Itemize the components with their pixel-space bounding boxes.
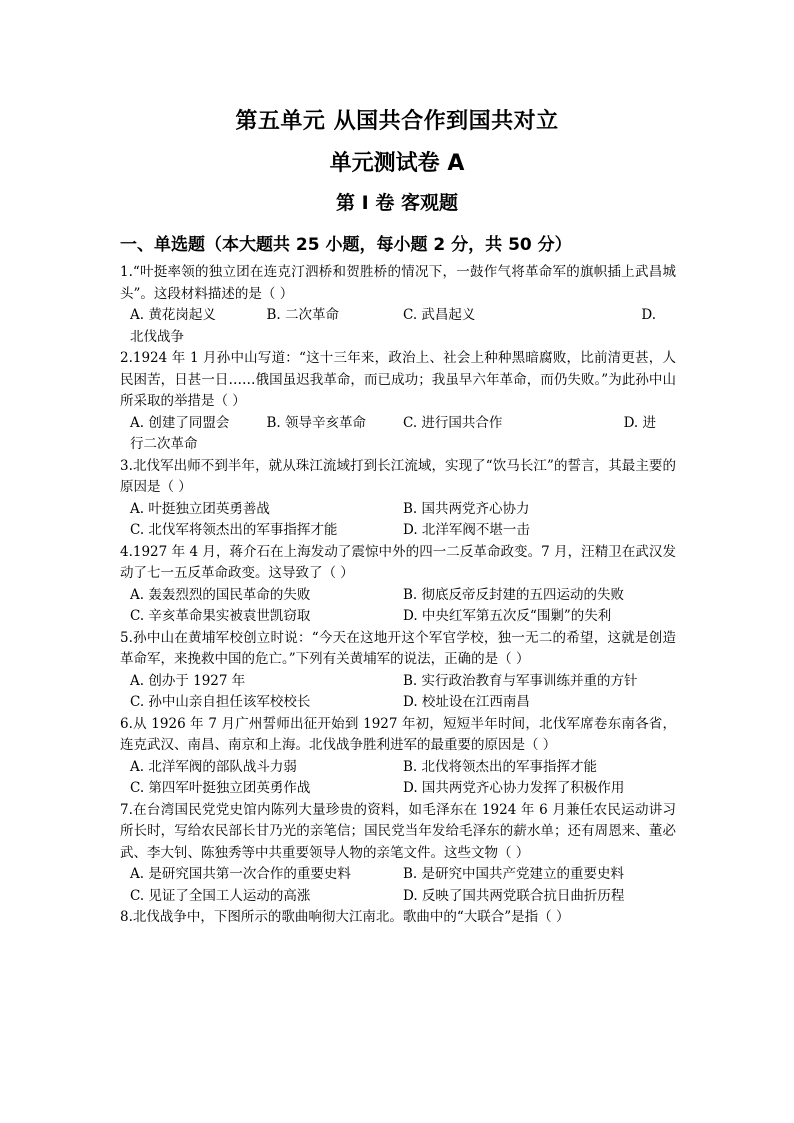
question-7 [120, 800, 676, 908]
option-d: D. 进 [623, 414, 656, 431]
question-list [120, 262, 676, 929]
option-a: A. 黄花岗起义 [130, 307, 216, 323]
option-b: B. 是研究中国共产党建立的重要史料 [403, 866, 625, 882]
page-title: 第五单元 从国共合作到国共对立 [235, 109, 559, 134]
option-c: C. 辛亥革命果实被袁世凯窃取 [130, 608, 311, 624]
option-d: D. 中央红军第五次反“围剿”的失利 [403, 608, 612, 624]
question-stem: 1.“叶挺率领的独立团在连克汀泗桥和贺胜桥的情况下，一鼓作气将革命军的旗帜插上武昌城头”。这段材料描述的是（ ） [120, 264, 676, 302]
option-list [120, 757, 676, 800]
option-a: A. 叶挺独立团英勇善战 [130, 500, 270, 517]
option-list [120, 671, 676, 714]
option-a: A. 是研究国共第一次合作的重要史料 [130, 866, 351, 882]
option-a: A. 创建了同盟会 [130, 414, 230, 431]
option-list [120, 305, 676, 327]
option-a: A. 北洋军阀的部队战斗力弱 [130, 758, 297, 775]
question-stem: 5.孙中山在黄埔军校创立时说：“今天在这地开这个军官学校，独一无二的希望，这就是创造革命军，来挽救中国的危亡。”下列有关黄埔军的说法，正确的是（ ） [120, 629, 676, 667]
option-d: D. 北洋军阀不堪一击 [403, 522, 530, 538]
question-stem: 8.北伐战争中，下图所示的歌曲响彻大江南北。歌曲中的“大联合”是指（ ） [120, 909, 570, 925]
question-4 [120, 542, 676, 628]
option-c: C. 见证了全国工人运动的高涨 [130, 887, 311, 904]
part-title: 第 I 卷 客观题 [336, 192, 458, 214]
option-c: C. 进行国共合作 [403, 414, 503, 431]
option-d: D. [641, 307, 656, 323]
option-b: B. 彻底反帝反封建的五四运动的失败 [403, 586, 625, 603]
option-d-continued: 北伐战争 [130, 328, 184, 345]
option-b: B. 领导辛亥革命 [266, 414, 367, 431]
question-stem: 3.北伐军出师不到半年，就从珠江流域打到长江流域，实现了“饮马长江”的誓言，其最主要的原因是（ ） [120, 457, 676, 495]
question-stem: 4.1927 年 4 月，蒋介石在上海发动了震惊中外的四一二反革命政变。7 月，汪精卫在武汉发动了七一五反革命政变。这导致了（ ） [120, 543, 676, 581]
option-d: D. 校址设在江西南昌 [403, 694, 530, 710]
option-d: D. 国共两党齐心协力发挥了积极作用 [403, 780, 625, 796]
option-c: C. 第四军叶挺独立团英勇作战 [130, 780, 311, 796]
option-c: C. 北伐军将领杰出的军事指挥才能 [130, 522, 338, 538]
option-list [120, 585, 676, 628]
option-a: A. 创办于 1927 年 [130, 672, 246, 689]
option-c: C. 武昌起义 [403, 307, 476, 323]
option-c: C. 孙中山亲自担任该军校校长 [130, 694, 311, 710]
option-a: A. 轰轰烈烈的国民革命的失败 [130, 586, 311, 603]
question-2 [120, 348, 676, 456]
question-5 [120, 628, 676, 714]
page-subtitle: 单元测试卷 A [329, 151, 465, 176]
option-b: B. 国共两党齐心协力 [403, 500, 530, 517]
question-8 [120, 907, 676, 929]
question-stem: 2.1924 年 1 月孙中山写道：“这十三年来，政治上、社会上种种黑暗腐败，比前清更甚，人民困苦，日甚一日……俄国虽迟我革命，而已成功；我虽早六年革命，而仍失败。”为此孙中山所采取的举措是（ ） [120, 350, 676, 409]
option-list [120, 413, 676, 435]
question-3 [120, 456, 676, 542]
option-list [120, 864, 676, 907]
option-d: D. 反映了国共两党联合抗日曲折历程 [403, 887, 625, 904]
question-6 [120, 714, 676, 800]
option-list [120, 499, 676, 542]
question-stem: 6.从 1926 年 7 月广州誓师出征开始到 1927 年初，短短半年时间，北伐军席卷东南各省，连克武汉、南昌、南京和上海。北伐战争胜利进军的最重要的原因是（ ） [120, 715, 676, 753]
section-heading: 一、单选题（本大题共 25 小题，每小题 2 分，共 50 分） [120, 235, 572, 255]
option-b: B. 北伐将领杰出的军事指挥才能 [403, 758, 598, 775]
option-d-continued: 行二次革命 [130, 436, 198, 452]
option-b: B. 二次革命 [266, 307, 340, 323]
option-b: B. 实行政治教育与军事训练并重的方针 [403, 672, 638, 689]
question-stem: 7.在台湾国民党党史馆内陈列大量珍贵的资料，如毛泽东在 1924 年 6 月兼任农民运动讲习所长时，写给农民部长甘乃光的亲笔信；国民党当年发给毛泽东的薪水单；还有周恩来、董必武、李大钊、陈独秀等中共重要领导人物的亲笔文件。这些文物（ ） [120, 801, 676, 861]
question-1 [120, 262, 676, 348]
